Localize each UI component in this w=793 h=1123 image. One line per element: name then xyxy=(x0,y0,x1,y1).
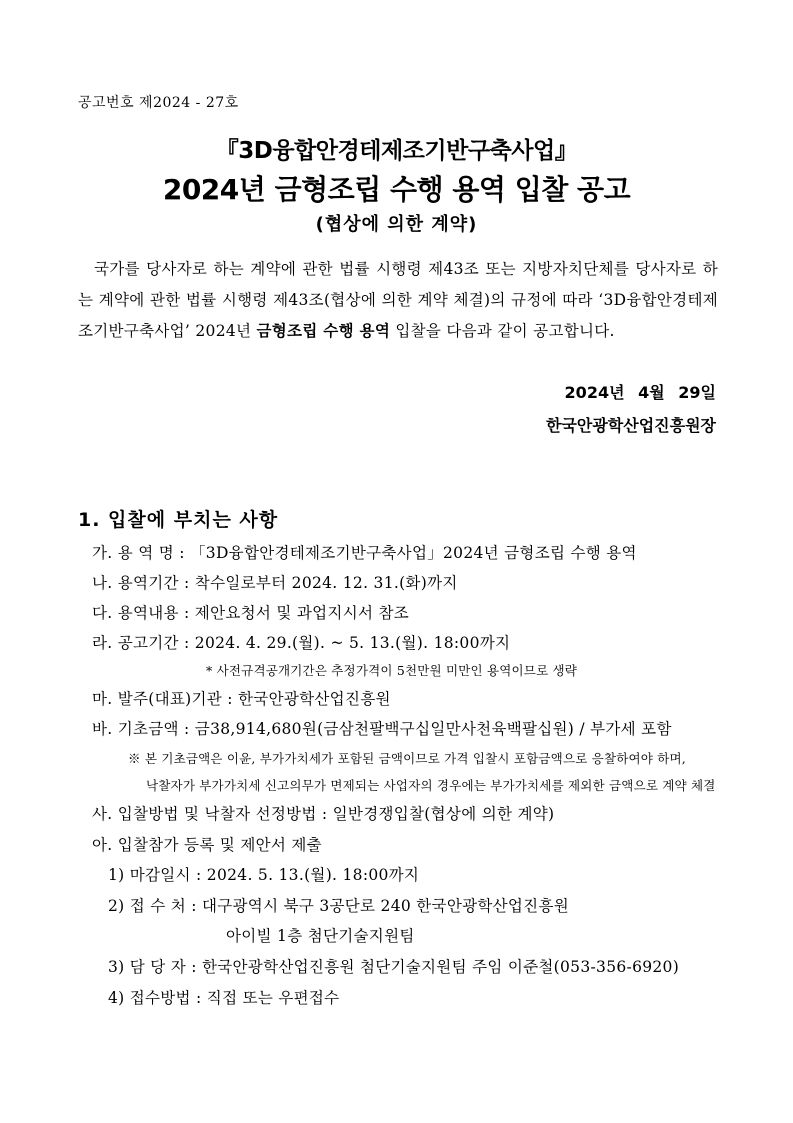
intro-paragraph xyxy=(78,254,718,347)
item-base-amount-note-1: ※ 본 기초금액은 이윤, 부가가치세가 포함된 금액이므로 가격 입찰시 포함금액으로 응찰하여야 하며, xyxy=(128,751,686,766)
project-title: 『3D융합안경테제조기반구축사업』 xyxy=(215,138,578,164)
intro-bold-text: 금형조립 수행 용역 xyxy=(256,322,391,340)
item-reception-place-cont: 아이빌 1층 첨단기술지원팀 xyxy=(226,927,415,945)
item-bid-method: 사. 입찰방법 및 낙찰자 선정방법 : 일반경쟁입찰(협상에 의한 계약) xyxy=(92,805,555,823)
item-service-content: 다. 용역내용 : 제안요청서 및 과업지시서 참조 xyxy=(92,604,410,622)
item-deadline: 1) 마감일시 : 2024. 5. 13.(월). 18:00까지 xyxy=(108,866,420,884)
intro-text-1: 국가를 당사자로 하는 계약에 관한 법률 시행령 제43조 또는 지방자치단체를 당사자로 하는 계약에 관한 법률 시행령 제43조(협상에 의한 계약 체결)의 규정에 따라 ‘3D융합안경테제조기반구축사업’ 2024년 xyxy=(78,260,718,340)
notice-date: 2024년 4월 29일 xyxy=(564,383,716,402)
item-service-period: 나. 용역기간 : 착수일로부터 2024. 12. 31.(화)까지 xyxy=(92,574,458,592)
item-notice-period: 라. 공고기간 : 2024. 4. 29.(월). ~ 5. 13.(월). 18:00까지 xyxy=(92,634,511,652)
item-reception-place: 2) 접 수 처 : 대구광역시 북구 3공단로 240 한국안광학산업진흥원 xyxy=(108,897,570,915)
section-1-title: 1. 입찰에 부치는 사항 xyxy=(78,509,279,531)
item-contact-person: 3) 담 당 자 : 한국안광학산업진흥원 첨단기술지원팀 주임 이준철(053-356-6920) xyxy=(108,958,680,976)
item-ordering-agency: 마. 발주(대표)기관 : 한국안광학산업진흥원 xyxy=(92,690,391,708)
contract-type-title: (협상에 의한 계약) xyxy=(315,214,478,235)
item-notice-period-note: * 사전규격공개기간은 추정가격이 5천만원 미만인 용역이므로 생략 xyxy=(206,663,578,678)
item-base-amount: 바. 기초금액 : 금38,914,680원(금삼천팔백구십일만사천육백팔십원) / 부가세 포함 xyxy=(92,720,672,738)
bid-title: 2024년 금형조립 수행 용역 입찰 공고 xyxy=(162,173,631,206)
notice-number: 공고번호 제2024 - 27호 xyxy=(78,95,239,111)
item-reception-method: 4) 접수방법 : 직접 또는 우편접수 xyxy=(108,989,340,1007)
intro-text-2: 입찰을 다음과 같이 공고합니다. xyxy=(390,322,615,340)
item-service-name: 가. 용 역 명 : 「3D융합안경테제조기반구축사업」2024년 금형조립 수행 용역 xyxy=(92,544,637,562)
item-registration: 아. 입찰참가 등록 및 제안서 제출 xyxy=(92,836,322,854)
item-base-amount-note-2: 낙찰자가 부가가치세 신고의무가 면제되는 사업자의 경우에는 부가가치세를 제외한 금액으로 계약 체결 xyxy=(146,778,716,793)
issuer-name: 한국안광학산업진흥원장 xyxy=(545,416,716,435)
